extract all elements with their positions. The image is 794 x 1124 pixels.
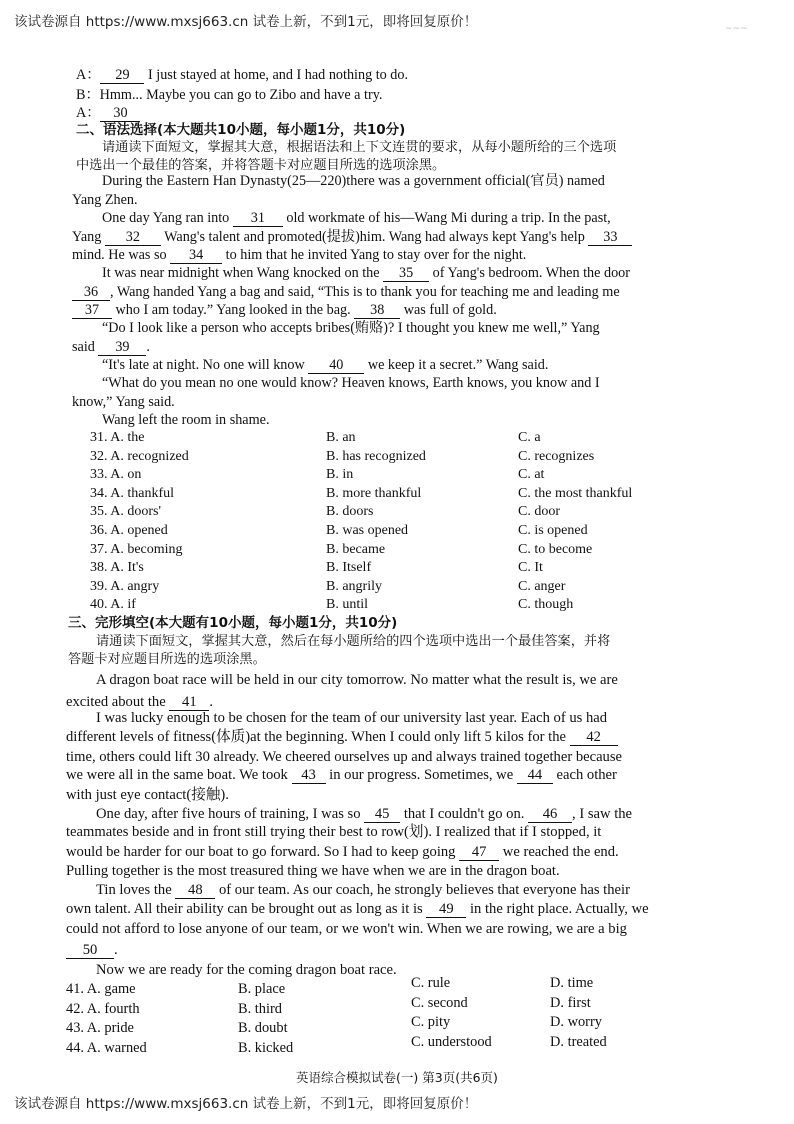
option-44-a: 44. A. warned	[66, 1039, 147, 1056]
passage2-line	[102, 356, 548, 374]
option-36-c: C. is opened	[518, 523, 588, 538]
option-36-a: 36. A. opened	[90, 523, 168, 538]
blank-32: 32	[105, 230, 161, 246]
blank-41: 41	[169, 695, 209, 711]
passage3-line: time, others could lift 30 already. We cheered ourselves up and always trained together because	[66, 749, 623, 765]
option-42-d: D. first	[550, 994, 591, 1011]
passage2-line	[102, 209, 611, 227]
passage2-line	[72, 301, 497, 319]
option-32-c: C. recognizes	[518, 448, 595, 464]
text: One day, after five hours of training, I was so	[96, 806, 361, 822]
passage3-line	[66, 728, 618, 746]
passage3-line: Now we are ready for the coming dragon boat race.	[96, 962, 397, 978]
option-38-b: B. Itself	[326, 560, 372, 576]
corner-mark: ~~~	[725, 24, 748, 34]
text: .	[209, 694, 213, 710]
text: , Wang handed Yang a bag and said, “This is to thank you for teaching me and leading me	[110, 284, 620, 300]
passage3-line	[66, 766, 617, 784]
blank-29: 29	[100, 68, 144, 84]
dialog-line-a2	[76, 104, 140, 122]
option-41-b: B. place	[238, 981, 286, 997]
option-39-a: 39. A. angry	[90, 578, 160, 594]
text: we keep it a secret.” Wang said.	[367, 357, 549, 373]
option-42-b: B. third	[238, 1000, 282, 1017]
option-32-b: B. has recognized	[326, 448, 426, 464]
option-34-a: 34. A. thankful	[90, 485, 174, 501]
blank-44: 44	[517, 768, 553, 784]
blank-40: 40	[308, 358, 364, 374]
option-37-b: B. became	[326, 541, 386, 557]
text: One day Yang ran into	[102, 210, 230, 226]
passage3-line: I was lucky enough to be chosen for the team of our university last year. Each of us had	[96, 710, 608, 726]
bottom-banner: 该试卷源自 https://www.mxsj663.cn 试卷上新，不到1元，即将回复原价！	[14, 1096, 478, 1112]
text: each other	[556, 767, 617, 783]
speaker-a: A：	[76, 105, 101, 121]
passage2-line: Wang left the room in shame.	[102, 412, 270, 428]
section3-instruction-2: 答题卡对应题目所选的选项涂黑。	[68, 652, 266, 667]
text: .	[146, 339, 150, 355]
blank-33: 33	[588, 230, 632, 246]
section3-instruction-1: 请通读下面短文，掌握其大意，然后在每小题所给的四个选项中选出一个最佳答案，并将	[96, 634, 611, 649]
option-40-a: 40. A. if	[90, 597, 136, 613]
option-33-b: B. in	[326, 467, 354, 483]
text: we reached the end.	[502, 844, 619, 860]
option-42-a: 42. A. fourth	[66, 1000, 140, 1017]
passage3-line: Pulling together is the most treasured thing we have when we are in the dragon boat.	[66, 863, 560, 879]
option-40-b: B. until	[326, 597, 369, 613]
text: in the right place. Actually, we	[470, 901, 649, 917]
option-44-b: B. kicked	[238, 1039, 294, 1056]
passage3-line	[66, 941, 118, 959]
blank-30: 30	[100, 106, 140, 122]
option-41-a: 41. A. game	[66, 981, 136, 997]
option-34-b: B. more thankful	[326, 485, 422, 501]
option-43-a: 43. A. pride	[66, 1020, 134, 1036]
text: “It's late at night. No one will know	[102, 357, 305, 373]
option-32-a: 32. A. recognized	[90, 448, 189, 464]
passage2-line: “What do you mean no one would know? Heaven knows, Earth knows, you know and I	[102, 375, 600, 391]
section2-instruction-2: 中选出一个最佳的答案，并将答题卡对应题目所选的选项涂黑。	[76, 158, 446, 173]
option-43-d: D. worry	[550, 1014, 602, 1030]
text: It was near midnight when Wang knocked on the	[102, 265, 380, 281]
text: Wang's talent and promoted(提拔)him. Wang had always kept Yang's help	[164, 229, 585, 245]
dialog-text: I just stayed at home, and I had nothing to do.	[147, 67, 409, 83]
text: of our team. As our coach, he strongly believes that everyone has their	[219, 882, 630, 898]
blank-49: 49	[426, 902, 466, 918]
section2-title: 二、语法选择(本大题共10小题，每小题1分，共10分)	[76, 122, 406, 138]
blank-47: 47	[459, 845, 499, 861]
option-43-c: C. pity	[411, 1014, 451, 1030]
passage2-line	[72, 338, 150, 356]
text: was full of gold.	[403, 302, 497, 318]
text: Yang	[72, 229, 102, 245]
blank-31: 31	[233, 211, 283, 227]
text: own talent. All their ability can be brought out as long as it is	[66, 901, 423, 917]
passage2-line: “Do I look like a person who accepts bribes(贿赂)? I thought you knew me well,” Yang	[102, 320, 600, 336]
dialog-line-a1	[76, 66, 408, 84]
option-33-c: C. at	[518, 467, 545, 483]
text: mind. He was so	[72, 247, 167, 263]
option-37-a: 37. A. becoming	[90, 541, 183, 557]
option-39-c: C. anger	[518, 578, 566, 594]
option-40-c: C. though	[518, 597, 574, 613]
option-35-a: 35. A. doors'	[90, 504, 161, 520]
passage3-line	[66, 900, 649, 918]
passage3-line	[66, 843, 619, 861]
option-31-c: C. a	[518, 430, 541, 445]
dialog-line-b1: B：Hmm... Maybe you can go to Zibo and have a try.	[76, 87, 383, 103]
option-38-c: C. It	[518, 560, 543, 576]
passage2-line	[102, 264, 630, 282]
option-41-d: D. time	[550, 975, 594, 991]
blank-37: 37	[72, 303, 112, 319]
option-31-b: B. an	[326, 430, 356, 445]
text: Tin loves the	[96, 882, 172, 898]
passage2-line	[72, 246, 526, 264]
passage2-line	[72, 283, 620, 301]
text: of Yang's bedroom. When the door	[432, 265, 631, 281]
option-35-b: B. doors	[326, 504, 374, 520]
speaker-a: A：	[76, 67, 101, 83]
blank-34: 34	[170, 248, 222, 264]
option-38-a: 38. A. It's	[90, 560, 144, 576]
blank-39: 39	[98, 340, 146, 356]
option-37-c: C. to become	[518, 541, 593, 557]
page-footer: 英语综合模拟试卷(一) 第3页(共6页)	[296, 1070, 498, 1085]
option-39-b: B. angrily	[326, 578, 382, 594]
blank-46: 46	[528, 807, 572, 823]
option-44-c: C. understood	[411, 1033, 492, 1050]
option-44-d: D. treated	[550, 1033, 607, 1050]
option-36-b: B. was opened	[326, 523, 409, 538]
blank-38: 38	[354, 303, 400, 319]
passage3-line	[96, 881, 630, 899]
text: we were all in the same boat. We took	[66, 767, 288, 783]
blank-42: 42	[570, 730, 618, 746]
option-41-c: C. rule	[411, 975, 451, 991]
text: , I saw the	[572, 806, 633, 822]
passage2-line	[72, 228, 632, 246]
blank-43: 43	[292, 768, 326, 784]
blank-48: 48	[175, 883, 215, 899]
text: different levels of fitness(体质)at the beginning. When I could only lift 5 kilos for the	[66, 729, 566, 745]
blank-36: 36	[72, 285, 110, 301]
passage3-line	[96, 805, 632, 823]
option-42-c: C. second	[411, 994, 468, 1011]
passage2-line: During the Eastern Han Dynasty(25—220)there was a government official(官员) named	[102, 173, 605, 189]
text: who I am today.” Yang looked in the bag.	[115, 302, 351, 318]
option-31-a: 31. A. the	[90, 430, 145, 445]
blank-35: 35	[383, 266, 429, 282]
option-34-c: C. the most thankful	[518, 485, 633, 501]
passage3-line: with just eye contact(接触).	[66, 787, 229, 803]
text: that I couldn't go on.	[403, 806, 525, 822]
text: in our progress. Sometimes, we	[329, 767, 514, 783]
option-35-c: C. door	[518, 504, 560, 520]
text: .	[114, 942, 118, 958]
section2-instruction-1: 请通读下面短文，掌握其大意，根据语法和上下文连贯的要求，从每小题所给的三个选项	[102, 140, 617, 155]
top-banner: 该试卷源自 https://www.mxsj663.cn 试卷上新，不到1元，即将回复原价！	[14, 14, 478, 30]
text: to him that he invited Yang to stay over for the night.	[225, 247, 527, 263]
section3-title: 三、完形填空(本大题有10小题，每小题1分，共10分)	[68, 615, 398, 631]
passage3-line: teammates beside and in front still trying their best to row(划). I realized that if I stopped, it	[66, 824, 602, 840]
text: would be harder for our boat to go forward. So I had to keep going	[66, 844, 456, 860]
blank-45: 45	[364, 807, 400, 823]
passage2-line: know,” Yang said.	[72, 394, 175, 410]
text: excited about the	[66, 694, 166, 710]
passage3-line: could not afford to lose anyone of our team, or we won't win. When we are rowing, we are a big	[66, 921, 627, 937]
text: said	[72, 339, 95, 355]
option-43-b: B. doubt	[238, 1020, 288, 1036]
blank-50: 50	[66, 943, 114, 959]
passage3-line: A dragon boat race will be held in our city tomorrow. No matter what the result is, we are	[96, 672, 618, 688]
passage2-line: Yang Zhen.	[72, 192, 138, 208]
text: old workmate of his—Wang Mi during a trip. In the past,	[286, 210, 611, 226]
option-33-a: 33. A. on	[90, 467, 142, 483]
